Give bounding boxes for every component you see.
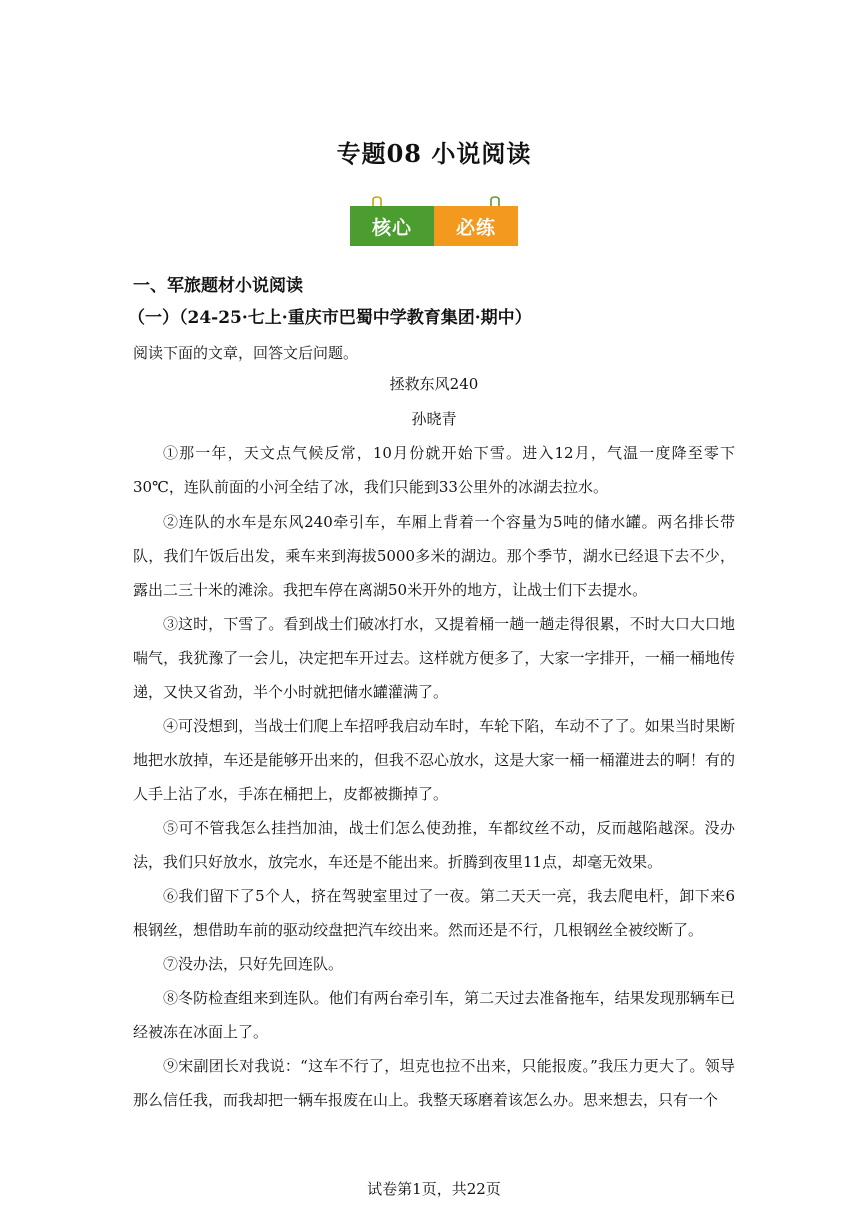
article-paragraph: ⑤可不管我怎么挂挡加油，战士们怎么使劲推，车都纹丝不动，反而越陷越深。没办法，我们只好放水，放完水，车还是不能出来。折腾到夜里11点，却毫无效果。	[133, 819, 735, 871]
page-footer: 试卷第1页，共22页	[367, 1180, 501, 1198]
banner-core-label: 核心	[350, 206, 434, 246]
article-title: 拯救东风240	[389, 375, 479, 393]
article-paragraph: ③这时，下雪了。看到战士们破冰打水，又提着桶一趟一趟走得很累，不时大口大口地喘气，我犹豫了一会儿，决定把车开过去。这样就方便多了，大家一字排开，一桶一桶地传递，又快又省劲，半个小时就把储水罐灌满了。	[133, 615, 735, 701]
article-paragraph: ④可没想到，当战士们爬上车招呼我启动车时，车轮下陷，车动不了了。如果当时果断地把水放掉，车还是能够开出来的，但我不忍心放水，这是大家一桶一桶灌进去的啊！有的人手上沾了水，手冻在桶把上，皮都被撕掉了。	[133, 717, 735, 803]
article-paragraph: ⑨宋副团长对我说：“这车不行了，坦克也拉不出来，只能报废。”我压力更大了。领导那么信任我，而我却把一辆车报废在山上。我整天琢磨着该怎么办。思来想去，只有一个	[133, 1057, 735, 1109]
article-paragraph: ②连队的水车是东风240牵引车，车厢上背着一个容量为5吨的储水罐。两名排长带队，我们午饭后出发，乘车来到海拔5000多米的湖边。那个季节，湖水已经退下去不少，露出二三十米的滩涂。我把车停在离湖50米开外的地方，让战士们下去提水。	[133, 513, 735, 599]
banner-practice-label: 必练	[434, 206, 518, 246]
article-paragraph: ⑦没办法，只好先回连队。	[163, 955, 344, 973]
section-heading: 一、军旅题材小说阅读	[133, 276, 303, 296]
page-title: 专题08 小说阅读	[336, 139, 532, 168]
article-paragraph: ⑥我们留下了5个人，挤在驾驶室里过了一夜。第二天天一亮，我去爬电杆，卸下来6根钢丝，想借助车前的驱动绞盘把汽车绞出来。然而还是不行，几根钢丝全被绞断了。	[133, 887, 735, 939]
article-paragraph: ①那一年，天文点气候反常，10月份就开始下雪。进入12月，气温一度降至零下30℃，连队前面的小河全结了冰，我们只能到33公里外的冰湖去拉水。	[133, 444, 735, 496]
question-source-heading: （一）（24-25·七上·重庆市巴蜀中学教育集团·期中）	[128, 308, 532, 328]
article-author: 孙晓青	[411, 410, 457, 428]
article-paragraph: ⑧冬防检查组来到连队。他们有两台牵引车，第二天过去准备拖车，结果发现那辆车已经被冻在冰面上了。	[133, 989, 735, 1041]
core-practice-banner	[350, 196, 518, 248]
instruction-text: 阅读下面的文章，回答文后问题。	[133, 344, 359, 362]
